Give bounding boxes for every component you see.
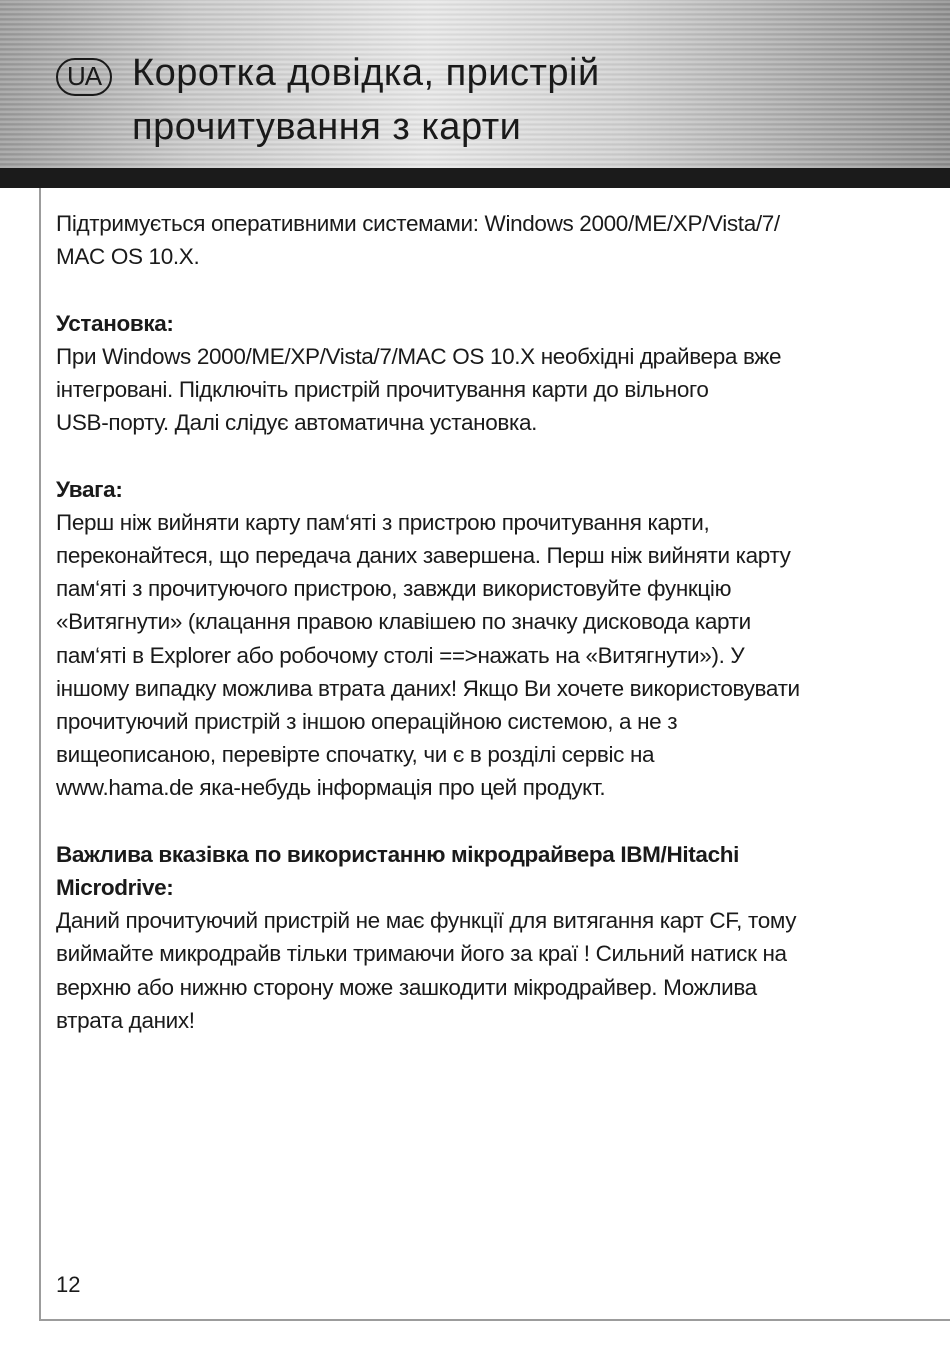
page-number: 12	[56, 1272, 81, 1297]
page-frame-left-rule	[39, 188, 41, 1321]
paragraph-line: Даний прочитуючий пристрій не має функції для витягання карт CF, тому	[56, 908, 797, 934]
paragraph-line: пам‘яті з прочитуючого пристрою, завжди використовуйте функцію	[56, 576, 732, 602]
language-badge: UA	[56, 58, 112, 96]
paragraph-line: втрата даних!	[56, 1007, 195, 1033]
microdrive-heading: Важлива вказівка по використанню мікродрайвера IBM/Hitachi	[56, 841, 740, 867]
paragraph-line: вищеописаною, перевірте спочатку, чи є в розділі сервіс на	[56, 742, 655, 768]
paragraph-line: інтегровані. Підключіть пристрій прочитування карти до вільного	[56, 377, 709, 402]
page-title-line-2: прочитування з карти	[132, 106, 522, 148]
installation-section	[56, 307, 886, 440]
os-line: Підтримується оперативними системами: Windows 2000/ME/XP/Vista/7/	[56, 211, 780, 236]
paragraph-line: іншому випадку можлива втрата даних! Якщо Ви хочете використовувати	[56, 675, 800, 701]
page-header	[0, 0, 950, 168]
page-frame-bottom-rule	[39, 1319, 950, 1321]
warning-heading: Увага:	[56, 476, 123, 502]
supported-os-section	[56, 207, 886, 273]
installation-heading: Установка:	[56, 310, 174, 336]
page-title	[132, 46, 600, 154]
os-line: MAC OS 10.X.	[56, 244, 200, 270]
microdrive-section	[56, 838, 886, 1037]
warning-section	[56, 473, 886, 805]
paragraph-line: При Windows 2000/ME/XP/Vista/7/MAC OS 10.X необхідні драйвера вже	[56, 343, 782, 369]
paragraph-line: www.hama.de яка-небудь інформація про цей продукт.	[56, 775, 606, 801]
paragraph-line: Перш ніж вийняти карту пам‘яті з пристрою прочитування карти,	[56, 509, 710, 535]
paragraph-line: прочитуючий пристрій з іншою операційною системою, а не з	[56, 709, 678, 735]
microdrive-heading: Microdrive:	[56, 875, 174, 901]
paragraph-line: переконайтеся, що передача даних завершена. Перш ніж вийняти карту	[56, 543, 791, 568]
paragraph-line: пам‘яті в Explorer або робочому столі ==>нажать на «Витягнути»). У	[56, 642, 745, 668]
paragraph-line: USB-порту. Далі слідує автоматична установка.	[56, 410, 538, 436]
page-title-line-1: Коротка довідка, пристрій	[132, 52, 600, 94]
document-body	[56, 207, 886, 1037]
header-divider-band	[0, 168, 950, 188]
paragraph-line: виймайте микродрайв тільки тримаючи його за краї ! Сильний натиск на	[56, 941, 787, 967]
paragraph-line: «Витягнути» (клацання правою клавішею по значку дисковода карти	[56, 609, 751, 635]
paragraph-line: верхню або нижню сторону може зашкодити мікродрайвер. Можлива	[56, 974, 757, 1000]
